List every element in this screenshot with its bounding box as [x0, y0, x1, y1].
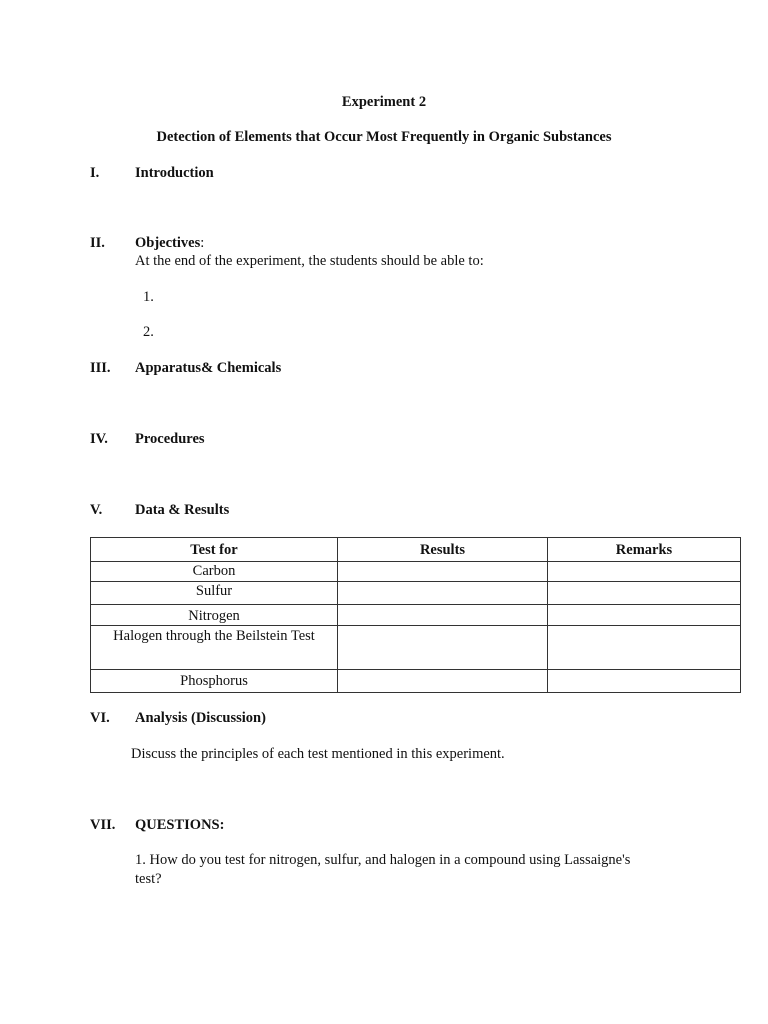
section-number-objectives: II.: [90, 235, 105, 251]
objectives-heading-text: Objectives: [135, 235, 201, 251]
section-heading-questions: QUESTIONS:: [135, 817, 225, 833]
experiment-number: Experiment 2: [341, 94, 427, 110]
section-heading-data-results: Data & Results: [135, 502, 230, 518]
test-cell: Nitrogen: [91, 605, 338, 626]
test-cell: Halogen through the Beilstein Test: [91, 626, 338, 670]
column-header-remarks: Remarks: [548, 538, 741, 562]
objectives-heading-colon: :: [200, 235, 205, 251]
section-heading-introduction: Introduction: [135, 165, 214, 181]
objective-item-2: 2.: [143, 324, 154, 340]
section-number-questions: VII.: [90, 817, 116, 833]
column-header-results: Results: [338, 538, 548, 562]
section-number-analysis: VI.: [90, 710, 110, 726]
table-row: [91, 626, 741, 670]
remark-cell[interactable]: [548, 670, 741, 693]
result-cell[interactable]: [338, 670, 548, 693]
table-header-row: [91, 538, 741, 562]
remark-cell[interactable]: [548, 582, 741, 605]
objective-item-1: 1.: [143, 289, 154, 305]
section-number-data: V.: [90, 502, 103, 518]
test-cell: Sulfur: [91, 582, 338, 605]
results-table: [90, 537, 741, 693]
result-cell[interactable]: [338, 562, 548, 582]
table-row: [91, 605, 741, 626]
result-cell[interactable]: [338, 626, 548, 670]
remark-cell[interactable]: [548, 605, 741, 626]
table-row: [91, 582, 741, 605]
section-number-apparatus: III.: [90, 360, 111, 376]
question-1-line-1: 1. How do you test for nitrogen, sulfur, and halogen in a compound using Lassaigne's: [135, 852, 631, 868]
result-cell[interactable]: [338, 605, 548, 626]
section-heading-objectives: [135, 235, 204, 252]
remark-cell[interactable]: [548, 562, 741, 582]
analysis-body-text: Discuss the principles of each test mentioned in this experiment.: [131, 746, 505, 762]
objectives-lead-text: At the end of the experiment, the students should be able to:: [135, 253, 484, 269]
section-heading-analysis: Analysis (Discussion): [135, 710, 266, 726]
section-heading-procedures: Procedures: [135, 431, 205, 447]
table-row: [91, 670, 741, 693]
section-heading-apparatus: Apparatus& Chemicals: [135, 360, 282, 376]
test-cell: Carbon: [91, 562, 338, 582]
section-number-intro: I.: [90, 165, 100, 181]
test-cell: Phosphorus: [91, 670, 338, 693]
column-header-test-for: Test for: [91, 538, 338, 562]
remark-cell[interactable]: [548, 626, 741, 670]
result-cell[interactable]: [338, 582, 548, 605]
question-1-line-2: test?: [135, 871, 162, 887]
section-number-procedures: IV.: [90, 431, 108, 447]
document-title: Detection of Elements that Occur Most Frequently in Organic Substances: [156, 129, 612, 145]
table-row: [91, 562, 741, 582]
